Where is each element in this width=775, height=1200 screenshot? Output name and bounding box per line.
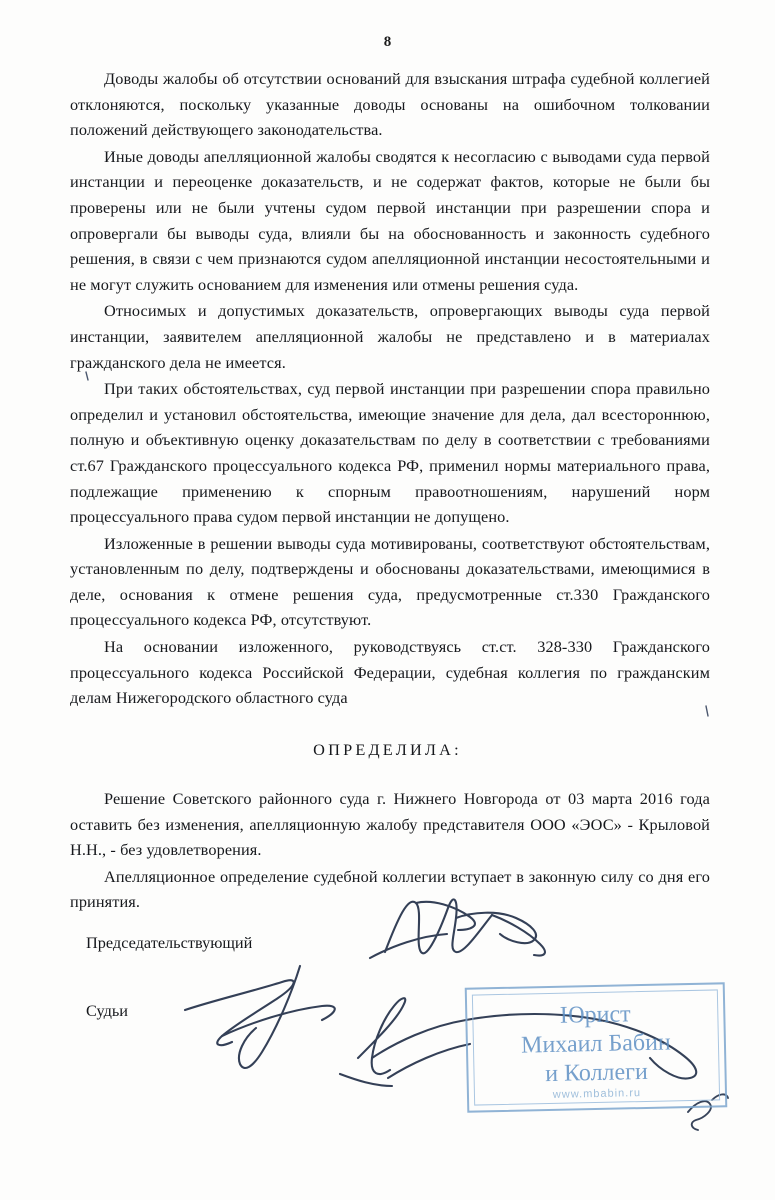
paragraph: Решение Советского районного суда г. Нижнего Новгорода от 03 марта 2016 года оставить без изменения, апелляционную жалобу представителя ООО «ЭОС» - Крыловой Н.Н., - без удовлетворения. (70, 789, 710, 860)
paragraph: Доводы жалобы об отсутствии оснований для взыскания штрафа судебной коллегией отклоняются, поскольку указанные доводы основаны на ошибочном толковании положений действующего законодательства. (70, 69, 710, 140)
stamp-url: www.mbabin.ru (552, 1087, 642, 1101)
paragraph: Апелляционное определение судебной коллегии вступает в законную силу со дня его принятия. (70, 866, 710, 912)
document-body (70, 66, 710, 711)
stamp-text (467, 998, 725, 1090)
paragraph: При таких обстоятельствах, суд первой инстанции при разрешении спора правильно определил и установил обстоятельства, имеющие значение для дела, дал всестороннюю, полную и объективную оценку доказательствам по делу в соответствии с требованиями ст.67 Гражданского процессуального кодекса РФ, применил нормы материального права, подлежащие применению к спорным правоотношениям, нарушений норм процессуального права судом первой инстанции не допущено. (70, 379, 710, 527)
stamp-line-2: Михаил Бабин (520, 1029, 672, 1059)
stamp (465, 982, 728, 1112)
signature-role-presiding: Председательствующий (86, 933, 253, 952)
paragraph: Относимых и допустимых доказательств, опровергающих выводы суда первой инстанции, заявителем апелляционной жалобы не представлено и в материалах гражданского дела не имеется. (70, 301, 710, 372)
paragraph: Изложенные в решении выводы суда мотивированы, соответствуют обстоятельствам, установленным по делу, подтверждены и обоснованы доказательствами, имеющимися в деле, основания к отмене решения суда, предусмотренные ст.330 Гражданского процессуального кодекса РФ, отсутствуют. (70, 533, 710, 630)
paragraph: На основании изложенного, руководствуясь ст.ст. 328-330 Гражданского процессуального кодекса Российской Федерации, судебная коллегия по гражданским делам Нижегородского областного суда (70, 637, 710, 708)
stamp-line-3: и Коллеги (544, 1058, 649, 1088)
ruling-body (70, 786, 710, 915)
paragraph: Иные доводы апелляционной жалобы сводятся к несогласию с выводами суда первой инстанции и переоценке доказательств, и не содержат фактов, которые не были бы проверены или не были учтены судом первой инстанции при разрешении спора и опровергали бы выводы суда, влияли бы на обоснованность и законность судебного решения, в связи с чем признаются судом апелляционной инстанции несостоятельными и не могут служить основанием для изменения или отмены решения суда. (70, 146, 710, 294)
signature-role-judges: Судьи (86, 1000, 128, 1020)
stamp-line-1: Юрист (559, 1001, 631, 1029)
ruling-heading: ОПРЕДЕЛИЛА: (313, 740, 462, 759)
page-number: 8 (383, 34, 392, 50)
